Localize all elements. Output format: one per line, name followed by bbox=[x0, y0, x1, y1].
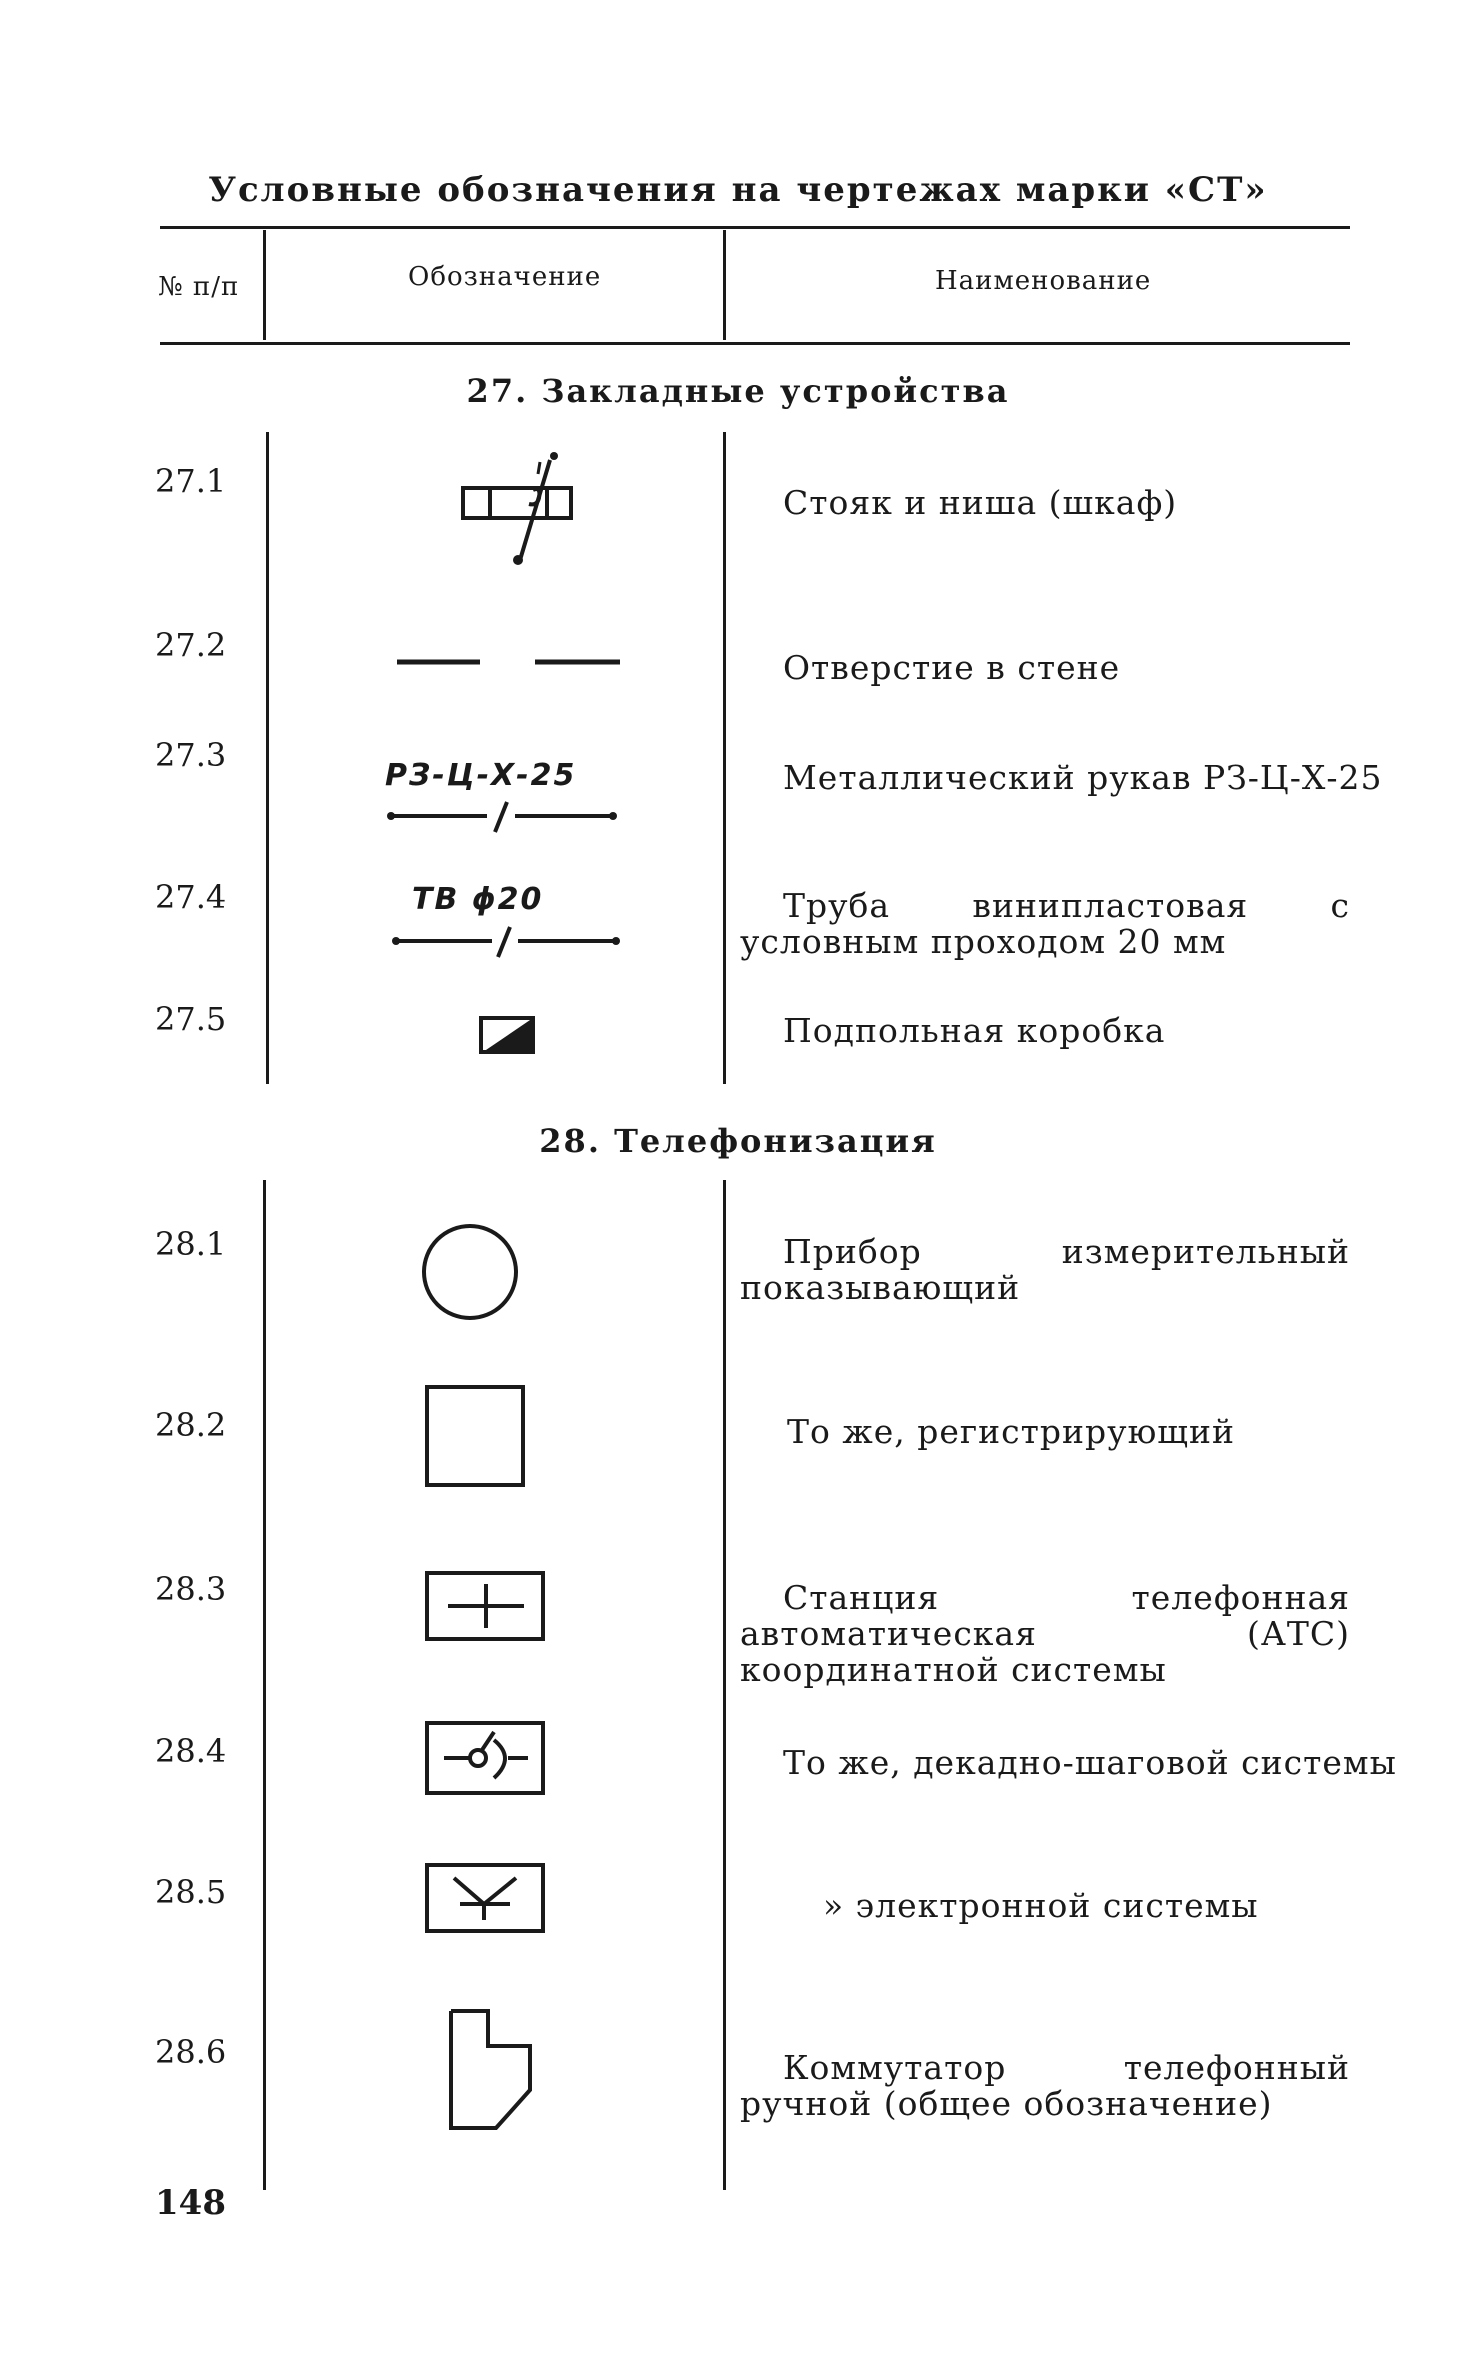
page-number: 148 bbox=[155, 2183, 226, 2223]
row-number: 28.4 bbox=[155, 1732, 227, 1770]
row-name: Подпольная коробка bbox=[783, 1011, 1166, 1050]
page-title: Условные обозначения на чертежах марки «СТ» bbox=[208, 170, 1268, 210]
row-number: 28.3 bbox=[155, 1570, 227, 1608]
row-name: Стояк и ниша (шкаф) bbox=[783, 483, 1178, 522]
row-name: Металлический рукав РЗ-Ц-Х-25 bbox=[783, 758, 1383, 797]
row-name: Станция телефонная автоматическая (АТС) координатной системы bbox=[740, 1578, 1350, 1689]
row-number: 27.5 bbox=[155, 1000, 227, 1038]
header-column-divider-1 bbox=[263, 230, 266, 340]
column-divider-2 bbox=[723, 432, 726, 1084]
row-name: Отверстие в стене bbox=[783, 648, 1121, 687]
header-column-divider-2 bbox=[723, 230, 726, 340]
column-divider-2 bbox=[723, 1180, 726, 2190]
vinyl-pipe-icon bbox=[390, 925, 630, 965]
row-name: » электронной системы bbox=[823, 1886, 1259, 1925]
manual-switchboard-icon bbox=[448, 2008, 538, 2132]
header-name: Наименование bbox=[935, 266, 1152, 296]
row-name: Труба винипластовая с условным проходом 20 мм bbox=[740, 886, 1350, 961]
metal-hose-label: РЗ-Ц-Х-25 bbox=[385, 758, 577, 793]
section-title: 27. Закладные устройства bbox=[466, 372, 1010, 410]
step-by-step-exchange-icon bbox=[424, 1720, 548, 1796]
column-divider-1 bbox=[263, 1180, 266, 2190]
row-number: 27.1 bbox=[155, 462, 227, 500]
row-name: То же, регистрирующий bbox=[787, 1412, 1235, 1451]
wall-opening-icon bbox=[395, 652, 625, 672]
crossbar-exchange-icon bbox=[424, 1570, 548, 1644]
row-number: 28.1 bbox=[155, 1225, 227, 1263]
row-number: 27.3 bbox=[155, 736, 227, 774]
row-number: 28.2 bbox=[155, 1406, 227, 1444]
row-number: 27.4 bbox=[155, 878, 227, 916]
row-name: Прибор измерительный показывающий bbox=[740, 1232, 1350, 1307]
section-title: 28. Телефонизация bbox=[539, 1122, 937, 1160]
row-name: Коммутатор телефонный ручной (общее обозначение) bbox=[740, 2048, 1350, 2123]
recording-instrument-icon bbox=[424, 1384, 528, 1488]
row-number: 27.2 bbox=[155, 626, 227, 664]
column-divider-1 bbox=[266, 432, 269, 1084]
indicating-instrument-icon bbox=[420, 1222, 520, 1322]
header-number: № п/п bbox=[158, 272, 240, 302]
header-symbol: Обозначение bbox=[408, 262, 602, 292]
row-number: 28.6 bbox=[155, 2033, 227, 2071]
riser-niche-icon bbox=[455, 448, 595, 568]
row-name: То же, декадно-шаговой системы bbox=[783, 1743, 1397, 1782]
vinyl-pipe-label: ТВ ϕ20 bbox=[412, 882, 544, 917]
table-top-rule bbox=[160, 226, 1350, 229]
electronic-exchange-icon bbox=[424, 1862, 548, 1934]
underfloor-box-icon bbox=[478, 1015, 538, 1055]
row-number: 28.5 bbox=[155, 1873, 227, 1911]
header-bottom-rule bbox=[160, 342, 1350, 345]
metal-hose-icon bbox=[385, 800, 625, 840]
